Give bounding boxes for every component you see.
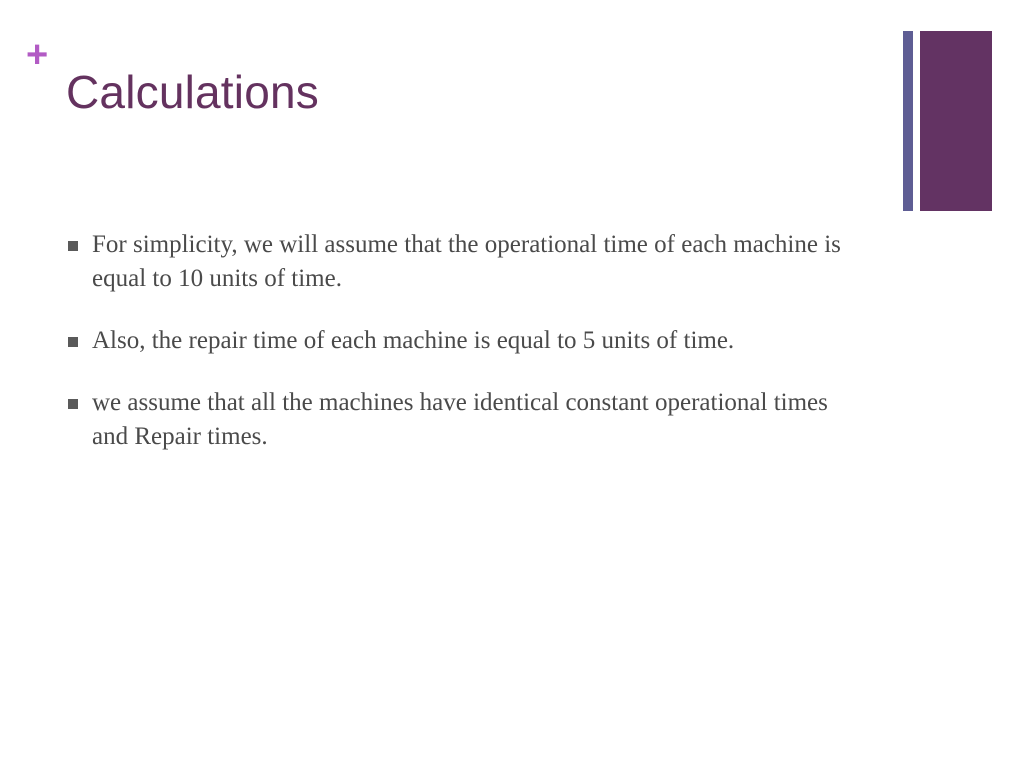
slide-title: Calculations: [66, 66, 319, 118]
bullet-text: Also, the repair time of each machine is equal to 5 units of time.: [92, 327, 735, 354]
bullet-item: [66, 324, 856, 358]
bullet-list: [66, 228, 856, 482]
accent-bar-thick: [920, 31, 992, 211]
bullet-item: [66, 386, 856, 454]
accent-bar-thin: [903, 31, 913, 211]
bullet-item: [66, 228, 856, 296]
plus-mark-icon: +: [26, 34, 49, 76]
square-bullet-icon: [68, 337, 78, 347]
square-bullet-icon: [68, 241, 78, 251]
bullet-text: we assume that all the machines have identical constant operational times and Repair times.: [92, 389, 828, 450]
square-bullet-icon: [68, 399, 78, 409]
bullet-text: For simplicity, we will assume that the operational time of each machine is equal to 10 units of time.: [92, 231, 841, 292]
